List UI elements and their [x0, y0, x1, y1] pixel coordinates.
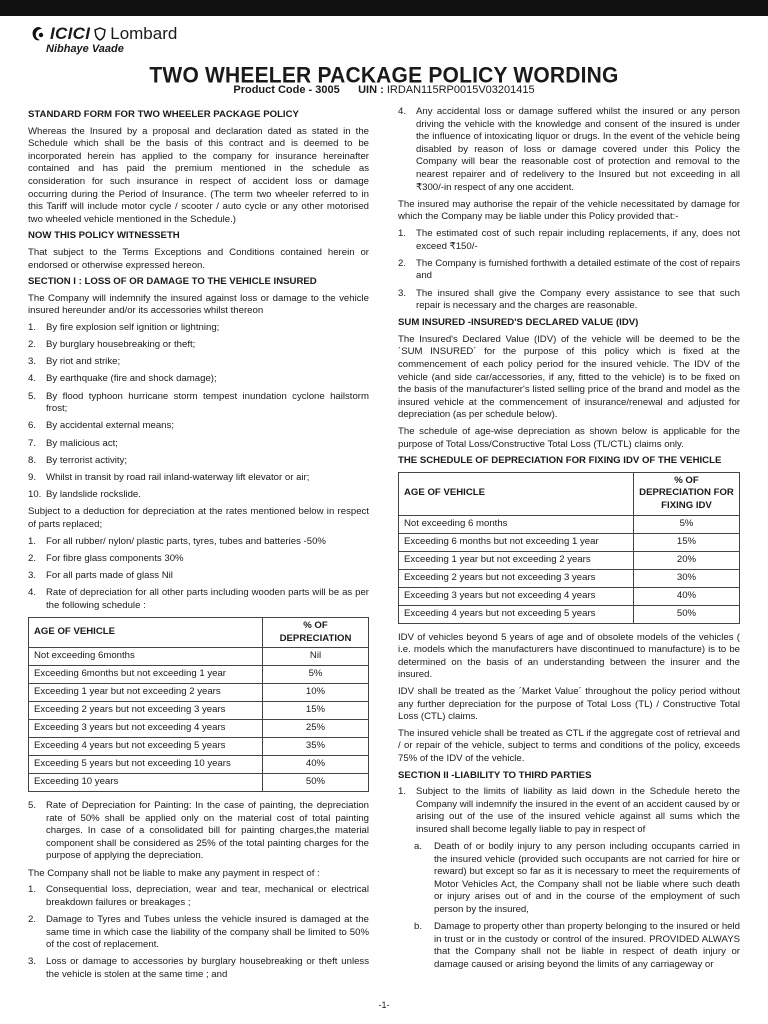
list-item-number: 10. [28, 489, 42, 501]
table-cell: Exceeding 3 years but not exceeding 4 years [399, 587, 634, 605]
section-heading: SECTION II -LIABILITY TO THIRD PARTIES [398, 769, 592, 781]
numbered-list [398, 228, 740, 313]
table-header-cell: AGE OF VEHICLE [29, 617, 263, 647]
page-number: -1- [378, 1000, 390, 1010]
lombard-shield-icon [94, 27, 106, 41]
list-item-text: Consequential loss, depreciation, wear and tear, mechanical or electrical breakdown failures or breakages ; [46, 884, 369, 908]
list-item-text: Whilst in transit by road rail inland-waterway lift elevator or air; [46, 472, 310, 483]
table-cell: 50% [634, 605, 740, 623]
section-heading: SUM INSURED -INSURED'S DECLARED VALUE (IDV) [398, 317, 639, 329]
list-item [28, 373, 369, 386]
list-item-text: By fire explosion self ignition or lightning; [46, 321, 220, 333]
table-cell: Exceeding 2 years but not exceeding 3 years [399, 569, 634, 587]
list-item [398, 921, 740, 971]
list-item-text: By accidental external means; [46, 420, 174, 432]
list-item-number: b. [414, 921, 423, 933]
table-cell: 15% [634, 533, 740, 551]
list-item-number: 1. [28, 321, 37, 333]
table-cell: 20% [634, 551, 740, 569]
lettered-sublist [398, 841, 740, 972]
list-item [28, 322, 369, 335]
list-item-text: Death of or bodily injury to any person including occupants carried in the insured vehicle (provided such occupants are not carried for hire or reward) but except so far as it is necessary to meet the requirements of Motor Vehicles Act, the Company shall not be liable where such death or injury arises out of and in the course of the employment of such person by the insured, [434, 841, 740, 916]
list-item-number: 2. [398, 257, 407, 269]
numbered-list [28, 884, 369, 981]
list-item-text: The Company is furnished forthwith a detailed estimate of the cost of repairs and [416, 257, 740, 282]
paragraph: Subject to a deduction for depreciation at the rates mentioned below in respect of parts replaced; [28, 506, 369, 530]
list-item-text: Rate of depreciation for all other parts including wooden parts will be as per the following schedule : [46, 587, 369, 611]
table-cell: 35% [263, 738, 369, 756]
list-item [28, 420, 369, 433]
numbered-list [28, 800, 369, 863]
list-item-number: 4. [398, 106, 407, 117]
list-item-text: By burglary housebreaking or theft; [46, 339, 196, 351]
list-item-text: By malicious act; [46, 437, 118, 449]
table-cell: 50% [263, 774, 369, 792]
list-item-number: 4. [28, 373, 37, 385]
table-cell: Exceeding 2 years but not exceeding 3 years [29, 702, 263, 720]
table-row [399, 533, 740, 551]
table-row [29, 774, 369, 792]
depreciation-table [28, 617, 369, 792]
paragraph: IDV shall be treated as the ´Market Value´ throughout the policy period without any further depreciation for the purpose of Total Loss (TL) / Constructive Total Loss (CTL) claims. [398, 685, 740, 723]
table-cell: Exceeding 4 years but not exceeding 5 years [29, 738, 263, 756]
paragraph: The Company will indemnify the insured against loss or damage to the vehicle insured hereunder and/or its accessories whilst thereon [28, 292, 369, 317]
table-cell: 25% [263, 720, 369, 738]
list-item-number: 6. [28, 420, 37, 432]
table-cell: 40% [634, 587, 740, 605]
product-code: Product Code - 3005 [233, 84, 340, 96]
list-item [28, 339, 369, 352]
list-item-text: By riot and strike; [46, 356, 121, 368]
list-item-number: 1. [28, 535, 37, 547]
list-item-number: 5. [28, 390, 37, 402]
list-item-number: 2. [28, 552, 37, 564]
list-item-text: By flood typhoon hurricane storm tempest inundation cyclone hailstorm frost; [46, 390, 369, 415]
list-item [398, 258, 740, 283]
list-item-number: 1. [398, 786, 407, 798]
paragraph: The insured vehicle shall be treated as CTL if the aggregate cost of retrieval and / or repair of the vehicle, subject to terms and conditions of the policy, exceeds 75% of the IDV of the vehicle. [398, 727, 740, 764]
list-item-number: 9. [28, 472, 37, 483]
list-item-number: 3. [398, 287, 407, 299]
table-cell: 5% [263, 666, 369, 684]
right-column [398, 106, 740, 976]
paragraph: The Company shall not be liable to make any payment in respect of : [28, 867, 320, 879]
paragraph: The schedule of age-wise depreciation as shown below is applicable for the purpose of Total Loss/Constructive Total Loss (TL/CTL) claims only. [398, 426, 740, 450]
section-heading: STANDARD FORM FOR TWO WHEELER PACKAGE POLICY [28, 109, 299, 120]
table-cell: Exceeding 1 year but not exceeding 2 years [399, 551, 634, 569]
idv-depreciation-table [398, 472, 740, 624]
table-cell: Exceeding 1 year but not exceeding 2 years [29, 684, 263, 702]
logo-brand-lombard: Lombard [110, 24, 178, 43]
list-item-number: 8. [28, 454, 37, 466]
uin-value: IRDAN115RP0015V03201415 [386, 84, 535, 96]
list-item [28, 536, 369, 549]
icici-swirl-icon [30, 26, 46, 42]
table-cell: Not exceeding 6 months [399, 515, 634, 533]
list-item [28, 391, 369, 416]
list-item-number: 2. [28, 914, 37, 926]
table-row [29, 738, 369, 756]
table-header-cell: AGE OF VEHICLE [399, 472, 634, 515]
list-item-number: 7. [28, 437, 37, 449]
top-black-bar [0, 0, 768, 16]
list-item [28, 489, 369, 502]
paragraph: The Insured's Declared Value (IDV) of the vehicle will be deemed to be the ´SUM INSURED´ for the purpose of this policy which is fixed at the commencement of each policy period for the insured vehicle. The IDV of the vehicle (and side car/accessories, if any, fitted to the vehicle) is to be fixed on the basis of the manufacturer's listed selling price of the brand and model as the insured vehicle at the commencement of insurance/renewal and adjusted for depreciation (as per schedule below). [398, 333, 740, 421]
logo-tagline: Nibhaye Vaade [46, 43, 124, 55]
logo-brand: ICICI [50, 24, 91, 43]
numbered-list [398, 106, 740, 194]
list-item [28, 553, 369, 566]
list-item-text: Rate of Depreciation for Painting: In the case of painting, the depreciation rate of 50% shall be applied only on the material cost of total painting charges. In case of a consolidated bill for painting charges,the material component shall be considered as 25% of the total painting charges for the purpose of applying the depreciation. [46, 800, 369, 862]
paragraph: IDV of vehicles beyond 5 years of age and of obsolete models of the vehicles ( i.e. models which the manufacturers have discontinued to manufacture) is to be determined on the basis of an understanding between the insurer and the insured. [398, 631, 740, 681]
document-title: TWO WHEELER PACKAGE POLICY WORDING [149, 63, 619, 88]
list-item [28, 570, 369, 583]
list-item-number: 2. [28, 339, 37, 351]
list-item-number: 3. [28, 356, 37, 368]
list-item-text: Damage to Tyres and Tubes unless the vehicle insured is damaged at the same time in which case the liability of the company shall be limited to 50% of the cost of replacement. [46, 914, 369, 951]
list-item [28, 472, 369, 485]
list-item-text: Loss or damage to accessories by burglary housebreaking or theft unless the vehicle is stolen at the same time ; and [46, 956, 369, 980]
list-item-text: For fibre glass components 30% [46, 552, 184, 564]
list-item [28, 884, 369, 909]
table-row [29, 756, 369, 774]
list-item-number: 3. [28, 569, 37, 581]
list-item-number: 3. [28, 956, 37, 968]
table-header-row [29, 617, 369, 647]
list-item-text: The insured shall give the Company every assistance to see that such repair is necessary and the charges are reasonable. [416, 287, 740, 312]
uin-label: UIN : [358, 84, 384, 96]
list-item-text: For all rubber/ nylon/ plastic parts, tyres, tubes and batteries -50% [46, 535, 326, 547]
list-item-text: By terrorist activity; [46, 454, 128, 466]
table-row [399, 515, 740, 533]
numbered-list [398, 786, 740, 836]
table-row [399, 587, 740, 605]
table-cell: Exceeding 5 years but not exceeding 10 years [29, 756, 263, 774]
list-item-text: The estimated cost of such repair including replacements, if any, does not exceed ₹150/- [416, 227, 740, 252]
list-item-number: 4. [28, 587, 37, 599]
list-item-number: a. [414, 841, 423, 853]
table-cell: 5% [634, 515, 740, 533]
list-item [28, 438, 369, 451]
list-item [28, 800, 369, 863]
table-header-cell: % OF DEPRECIATION FOR FIXING IDV [634, 472, 740, 515]
list-item-text: By landslide rockslide. [46, 489, 141, 501]
table-cell: 10% [263, 684, 369, 702]
table-cell: Exceeding 4 years but not exceeding 5 years [399, 605, 634, 623]
numbered-list [28, 322, 369, 502]
list-item-number: 1. [398, 227, 407, 239]
table-cell: Exceeding 6 months but not exceeding 1 year [399, 533, 634, 551]
table-cell: Nil [263, 648, 369, 666]
list-item [398, 106, 740, 194]
list-item-text: Subject to the limits of liability as laid down in the Schedule hereto the Company will indemnify the insured in the event of an accident caused by or arising out of the use of the insured vehicle against all sums which the insured shall become legally liable to pay in respect of [416, 786, 740, 835]
table-cell: 15% [263, 702, 369, 720]
section-heading: THE SCHEDULE OF DEPRECIATION FOR FIXING IDV OF THE VEHICLE [398, 455, 722, 467]
list-item-text: For all parts made of glass Nil [46, 569, 173, 581]
list-item-text: Damage to property other than property belonging to the insured or held in trust or in the custody or control of the insured. PROVIDED ALWAYS that the Company shall not be liable in respect of death injury or damage caused or arising beyond the limits of any carriageway or [434, 921, 740, 971]
list-item-number: 5. [28, 800, 37, 812]
table-row [29, 666, 369, 684]
list-item [28, 455, 369, 468]
list-item [28, 956, 369, 981]
list-item-text: Any accidental loss or damage suffered whilst the insured or any person driving the vehicle with the knowledge and consent of the insured is under the influence of intoxicating liquor or drugs. In the event of the vehicle being disabled by reason of loss or damage covered under this Policy the Company will bear the reasonable cost of protection and removal to the nearest repairer and of redelivery to the Insured but not exceeding in all ₹300/-in respect of any one accident. [416, 106, 740, 193]
list-item [398, 841, 740, 917]
left-column [28, 106, 369, 986]
section-heading: SECTION I : LOSS OF OR DAMAGE TO THE VEHICLE INSURED [28, 276, 317, 288]
table-cell: Not exceeding 6months [29, 648, 263, 666]
table-row [29, 648, 369, 666]
table-row [399, 551, 740, 569]
table-row [29, 684, 369, 702]
paragraph: That subject to the Terms Exceptions and Conditions contained herein or endorsed or otherwise expressed hereon. [28, 246, 369, 271]
list-item [28, 914, 369, 952]
paragraph: The insured may authorise the repair of the vehicle necessitated by damage for which the Company may be liable under this Policy provided that:- [398, 198, 740, 223]
table-header-row [399, 472, 740, 515]
table-row [399, 605, 740, 623]
table-row [29, 720, 369, 738]
table-header-cell: % OF DEPRECIATION [263, 617, 369, 647]
paragraph: Whereas the Insured by a proposal and declaration dated as stated in the Schedule which shall be the basis of this contract and is deemed to be incorporated herein has applied to the company for insurance hereinafter contained and has paid the premium mentioned in the schedule as consideration for such insurance in respect of accident loss or damage occurring during the Period of Insurance. (The term two wheeler referred to in this Tariff will include motor cycle / scooter / auto cycle or any other motorised two wheeled vehicle mentioned in the Schedule.) [28, 125, 369, 225]
list-item [398, 786, 740, 836]
company-logo [30, 24, 200, 64]
list-item [398, 288, 740, 313]
table-cell: Exceeding 3 years but not exceeding 4 years [29, 720, 263, 738]
list-item [398, 228, 740, 253]
numbered-list [28, 536, 369, 613]
table-row [399, 569, 740, 587]
table-cell: 30% [634, 569, 740, 587]
table-cell: 40% [263, 756, 369, 774]
section-heading: NOW THIS POLICY WITNESSETH [28, 230, 180, 242]
list-item-text: By earthquake (fire and shock damage); [46, 373, 217, 385]
list-item [28, 356, 369, 369]
table-cell: Exceeding 6months but not exceeding 1 year [29, 666, 263, 684]
list-item-number: 1. [28, 884, 37, 896]
table-row [29, 702, 369, 720]
table-cell: Exceeding 10 years [29, 774, 263, 792]
list-item [28, 587, 369, 612]
document-subtitle [0, 84, 768, 96]
